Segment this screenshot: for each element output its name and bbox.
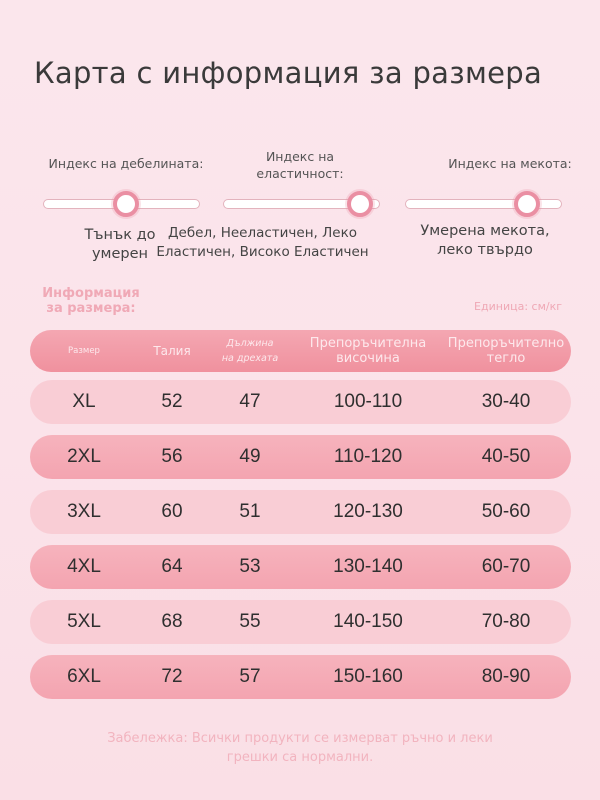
cell-height: 110-120 bbox=[333, 446, 403, 467]
header-weight: Препоръчително тегло bbox=[447, 336, 565, 366]
header-size: Размер bbox=[68, 345, 100, 356]
thickness-index-knob bbox=[113, 191, 139, 217]
softness-index-knob bbox=[514, 191, 540, 217]
cell-length: 51 bbox=[239, 501, 261, 522]
cell-size: 3XL bbox=[67, 501, 101, 522]
table-row bbox=[30, 545, 571, 589]
cell-weight: 50-60 bbox=[481, 501, 531, 522]
softness-index-value: Умерена мекота, леко твърдо bbox=[420, 223, 550, 258]
cell-weight: 70-80 bbox=[481, 611, 531, 632]
cell-height: 140-150 bbox=[333, 611, 403, 632]
header-waist: Талия bbox=[153, 343, 191, 358]
table-row bbox=[30, 655, 571, 699]
elasticity-index-knob bbox=[347, 191, 373, 217]
cell-height: 100-110 bbox=[333, 391, 403, 412]
cell-waist: 56 bbox=[161, 446, 183, 467]
cell-waist: 52 bbox=[161, 391, 183, 412]
cell-length: 53 bbox=[239, 556, 261, 577]
cell-weight: 80-90 bbox=[481, 666, 531, 687]
header-height: Препоръчителна височина bbox=[309, 336, 427, 366]
elasticity-index-value: Дебел, Нееластичен, Леко Еластичен, Високо Еластичен bbox=[156, 225, 369, 260]
header-length: Дължина на дрехата bbox=[221, 338, 279, 364]
cell-size: 6XL bbox=[67, 666, 101, 687]
unit-label: Единица: см/кг bbox=[474, 300, 562, 313]
cell-height: 150-160 bbox=[333, 666, 403, 687]
size-info-title: Информация за размера: bbox=[42, 286, 140, 316]
table-row bbox=[30, 435, 571, 479]
cell-weight: 30-40 bbox=[481, 391, 531, 412]
cell-size: 4XL bbox=[67, 556, 101, 577]
table-row bbox=[30, 600, 571, 644]
cell-waist: 72 bbox=[161, 666, 183, 687]
cell-length: 55 bbox=[239, 611, 261, 632]
cell-waist: 60 bbox=[161, 501, 183, 522]
elasticity-index-slider bbox=[223, 199, 380, 209]
cell-size: 5XL bbox=[67, 611, 101, 632]
cell-size: 2XL bbox=[67, 446, 101, 467]
cell-length: 49 bbox=[239, 446, 261, 467]
table-row bbox=[30, 380, 571, 424]
cell-height: 130-140 bbox=[333, 556, 403, 577]
softness-index-label: Индекс на мекота: bbox=[448, 156, 572, 171]
cell-length: 57 bbox=[239, 666, 261, 687]
cell-height: 120-130 bbox=[333, 501, 403, 522]
thickness-index-value: Тънък до умерен bbox=[84, 227, 156, 262]
thickness-index-slider bbox=[43, 199, 200, 209]
thickness-index-label: Индекс на дебелината: bbox=[48, 156, 204, 171]
cell-waist: 68 bbox=[161, 611, 183, 632]
cell-weight: 40-50 bbox=[481, 446, 531, 467]
softness-index-slider bbox=[405, 199, 562, 209]
cell-length: 47 bbox=[239, 391, 261, 412]
cell-weight: 60-70 bbox=[481, 556, 531, 577]
measurement-note: Забележка: Всички продукти се измерват ръчно и леки грешки са нормални. bbox=[107, 731, 493, 765]
cell-waist: 64 bbox=[161, 556, 183, 577]
cell-size: XL bbox=[72, 391, 96, 412]
table-row bbox=[30, 490, 571, 534]
page-title: Карта с информация за размера bbox=[34, 56, 543, 90]
size-table-header bbox=[30, 330, 571, 372]
elasticity-index-label: Индекс на еластичност: bbox=[256, 149, 344, 181]
